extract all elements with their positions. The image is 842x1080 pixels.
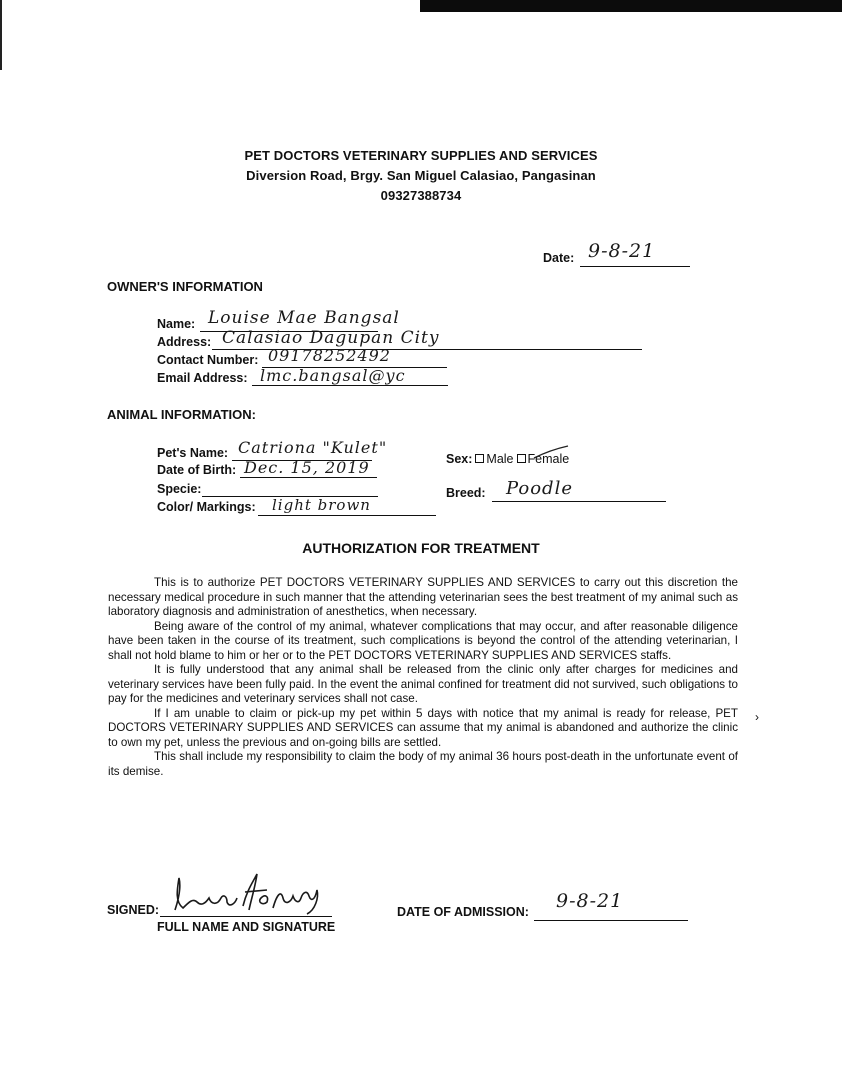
- sex-label: Sex:: [446, 452, 473, 466]
- authorization-paragraph: This shall include my responsibility to claim the body of my animal 36 hours post-death in the unfortunate event of its demise.: [108, 750, 738, 778]
- owner-section-title: OWNER'S INFORMATION: [107, 279, 263, 294]
- authorization-paragraph: Being aware of the control of my animal, whatever complications that may occur, and after reasonable diligence have been taken in the course of its treatment, such complications is beyond the control of the attending veterinarian, I shall not hold blame to him or her or to the PET DOCTORS VETERINARY SUPPLIES AND SERVICES staffs.: [108, 619, 738, 662]
- sex-male-checkbox[interactable]: [475, 454, 484, 463]
- owner-contact-label: Contact Number:: [157, 353, 259, 367]
- owner-name-value[interactable]: Louise Mae Bangsal: [208, 308, 400, 328]
- clinic-name: PET DOCTORS VETERINARY SUPPLIES AND SERVICES: [244, 148, 598, 163]
- date-label: Date:: [543, 251, 575, 265]
- date-line: [580, 266, 690, 267]
- admission-line: [534, 920, 688, 921]
- sex-male-label: Male: [486, 452, 514, 466]
- authorization-text: [108, 576, 738, 779]
- signed-label: SIGNED:: [107, 903, 160, 917]
- owner-address-value[interactable]: Calasiao Dagupan City: [222, 328, 440, 348]
- breed-line: [492, 501, 666, 502]
- owner-email-line: [252, 385, 448, 386]
- authorization-title: AUTHORIZATION FOR TREATMENT: [302, 540, 540, 556]
- specie-label: Specie:: [157, 482, 202, 496]
- scan-speck: ›: [755, 710, 759, 724]
- dob-value[interactable]: Dec. 15, 2019: [244, 458, 370, 477]
- admission-label: DATE OF ADMISSION:: [397, 905, 529, 919]
- scan-artifact-top: [420, 0, 842, 12]
- clinic-address: Diversion Road, Brgy. San Miguel Calasiao, Pangasinan: [246, 168, 596, 183]
- pet-name-label: Pet's Name:: [157, 446, 229, 460]
- dob-line: [240, 477, 377, 478]
- authorization-paragraph: This is to authorize PET DOCTORS VETERINARY SUPPLIES AND SERVICES to carry out this discretion the necessary medical procedure in such manner that the attending veterinarian sees the best treatment of my animal such as laboratory diagnosis and administration of anesthetics, when necessary.: [108, 576, 738, 618]
- owner-email-value[interactable]: lmc.bangsal@yc: [260, 366, 406, 385]
- owner-contact-value[interactable]: 09178252492: [268, 346, 391, 365]
- authorization-paragraph: If I am unable to claim or pick-up my pet within 5 days with notice that my animal is ready for release, PET DOCTORS VETERINARY SUPPLIES AND SERVICES can assume that my animal is abandoned and authorize the clinic to own my pet, unless the previous and on-going bills are settled.: [108, 706, 738, 749]
- color-value[interactable]: light brown: [272, 496, 371, 514]
- animal-section-title: ANIMAL INFORMATION:: [107, 407, 256, 422]
- pet-name-value[interactable]: Catriona "Kulet": [238, 438, 388, 457]
- clinic-phone: 09327388734: [380, 188, 462, 203]
- date-value[interactable]: 9-8-21: [588, 240, 656, 262]
- owner-address-label: Address:: [157, 335, 212, 349]
- breed-value[interactable]: Poodle: [506, 478, 573, 499]
- owner-email-label: Email Address:: [157, 371, 248, 385]
- color-line: [258, 515, 436, 516]
- sex-female-checkbox[interactable]: [517, 454, 526, 463]
- dob-label: Date of Birth:: [157, 463, 237, 477]
- breed-label: Breed:: [446, 486, 486, 500]
- sex-female-label: Female: [527, 452, 570, 466]
- color-label: Color/ Markings:: [157, 500, 256, 514]
- signature-drawing[interactable]: [165, 868, 330, 924]
- authorization-paragraph: It is fully understood that any animal shall be released from the clinic only after charges for medicines and veterinary services have been fully paid. In the event the animal confined for treatment did not survived, such obligations to pay for the medicines and veterinary services shall not case.: [108, 663, 738, 705]
- female-check-mark: [532, 444, 572, 464]
- scan-artifact-left: [0, 0, 2, 70]
- admission-value[interactable]: 9-8-21: [556, 890, 624, 912]
- owner-name-label: Name:: [157, 317, 196, 331]
- signature-caption: FULL NAME AND SIGNATURE: [157, 920, 336, 934]
